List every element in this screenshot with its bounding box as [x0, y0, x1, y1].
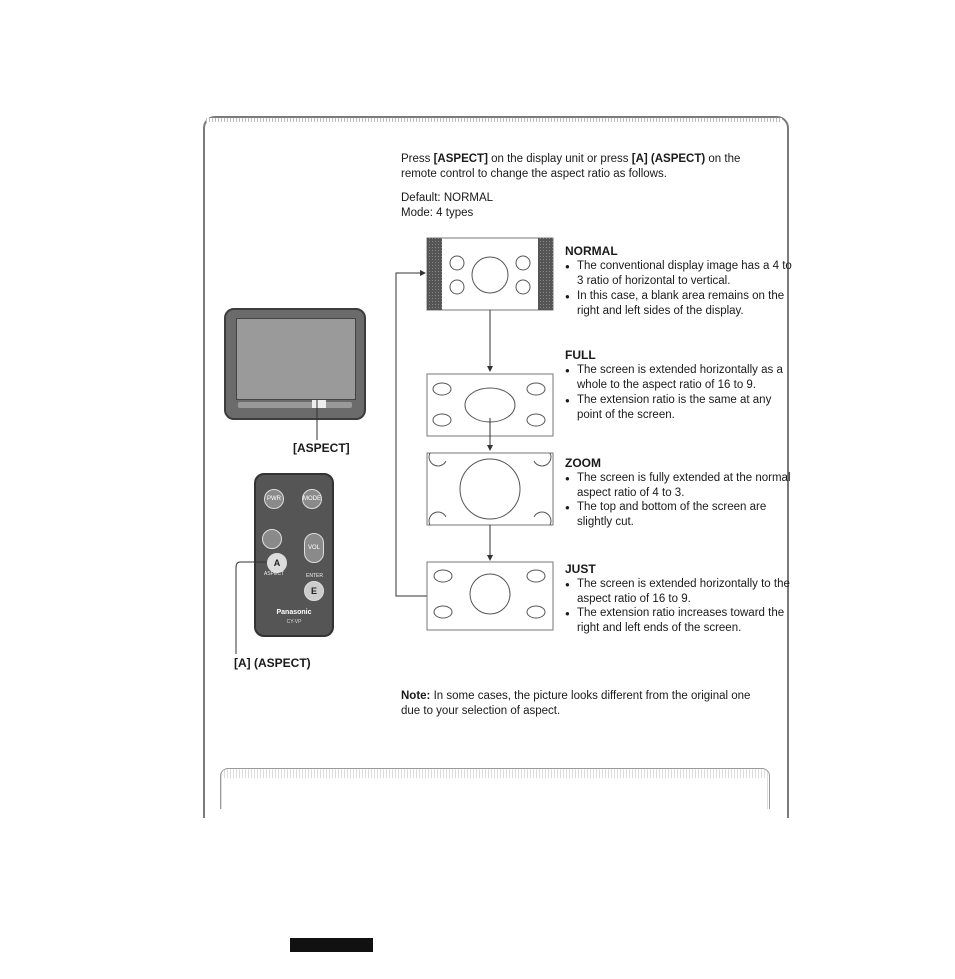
display-unit-image: [224, 308, 366, 420]
zoom-screen: [427, 453, 553, 525]
remote-a-button: A: [267, 553, 287, 573]
mode-just-bullet-1: ● The screen is extended horizontally to the aspect ratio of 16 to 9.: [565, 577, 792, 607]
mode-zoom-bullet-2: ● The top and bottom of the screen are slightly cut.: [565, 500, 792, 530]
remote-menu-button: [262, 529, 282, 549]
mode-count-line: Mode: 4 types: [401, 207, 474, 219]
mode-normal-bullet-2: ● In this case, a blank area remains on the right and left sides of the display.: [565, 289, 792, 319]
remote-model: CY-VP: [286, 619, 302, 625]
remote-pwr-button: PWR: [264, 489, 284, 509]
display-aspect-leader: [315, 400, 319, 440]
mode-zoom-title: ZOOM: [565, 456, 601, 470]
normal-screen: [427, 238, 553, 310]
remote-mode-button: MODE: [302, 489, 322, 509]
frame-top-texture: [206, 118, 782, 122]
mode-full-title: FULL: [565, 348, 596, 362]
default-line: Default: NORMAL: [401, 192, 494, 204]
remote-aspect-label: [A] (ASPECT): [234, 656, 311, 670]
page-footer-tab: [290, 938, 373, 952]
note-text: Note: In some cases, the picture looks different from the original one due to your selection of aspect.: [401, 690, 751, 717]
mode-normal-title: NORMAL: [565, 244, 618, 258]
mode-full-bullet-1: ● The screen is extended horizontally as a whole to the aspect ratio of 16 to 9.: [565, 363, 792, 393]
loop-arrow: [396, 273, 427, 596]
mode-just-title: JUST: [565, 562, 596, 576]
remote-vol-button: VOL: [304, 533, 324, 563]
just-screen: [427, 562, 553, 630]
aspect-diagram: [390, 232, 560, 642]
remote-aspect-caption: ASPECT: [264, 571, 285, 577]
remote-e-button: E: [304, 581, 324, 601]
display-aspect-label: [ASPECT]: [293, 441, 350, 455]
mode-normal-bullet-1: ● The conventional display image has a 4 to 3 ratio of horizontal to vertical.: [565, 259, 792, 289]
display-button-row: [238, 402, 352, 408]
remote-brand: Panasonic: [276, 609, 312, 616]
loop-arrowhead: [420, 270, 426, 276]
remote-aspect-leader: [232, 560, 268, 654]
intro-text: Press [ASPECT] on the display unit or press [A] (ASPECT) on the remote control to change the aspect ratio as follows.: [401, 153, 741, 180]
mode-full-bullet-2: ● The extension ratio is the same at any point of the screen.: [565, 393, 792, 423]
mode-just-bullet-2: ● The extension ratio increases toward the right and left ends of the screen.: [565, 606, 792, 636]
next-section-box-fill: [222, 778, 766, 810]
mode-zoom-bullet-1: ● The screen is fully extended at the normal aspect ratio of 4 to 3.: [565, 471, 792, 501]
display-unit-screen: [236, 318, 356, 400]
remote-enter-caption: ENTER: [306, 573, 323, 579]
